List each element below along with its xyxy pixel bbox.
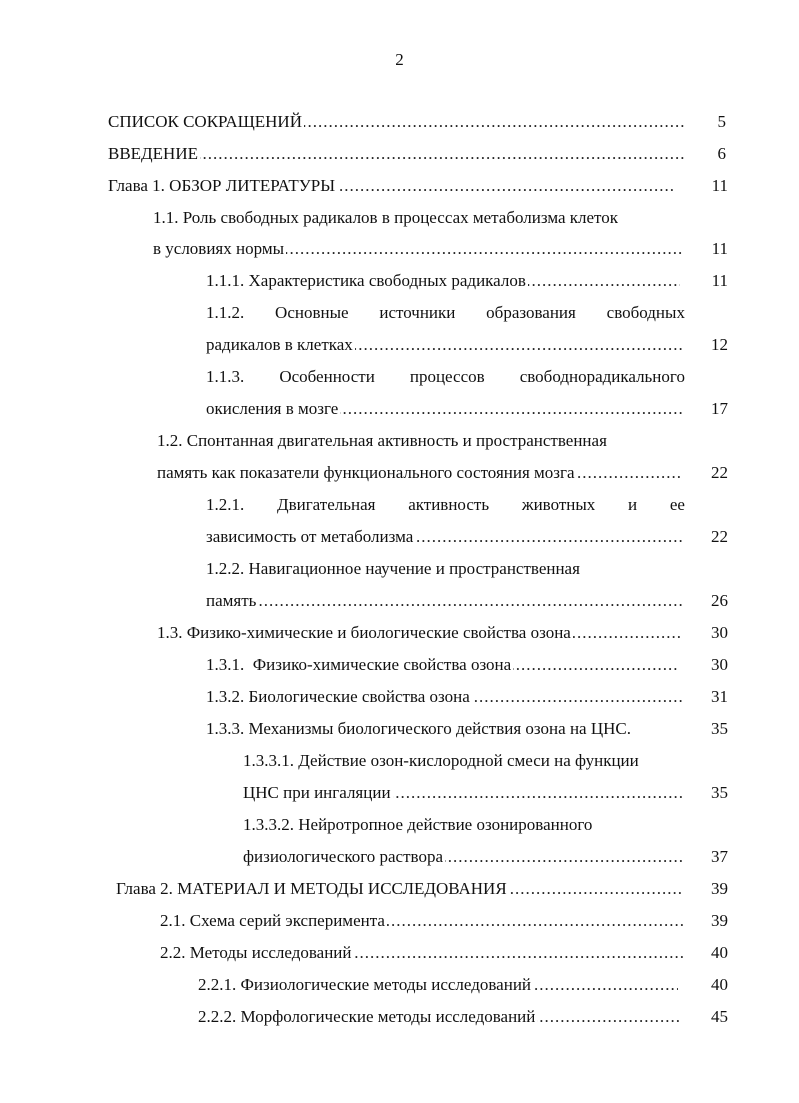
toc-page-number: 30 <box>711 623 728 642</box>
toc-entry-1-2-1-line1 <box>206 493 685 517</box>
toc-entry-label: зависимость от метаболизма <box>206 525 415 549</box>
toc-entry-word: источники <box>379 303 456 322</box>
toc-page-number: 11 <box>711 176 728 195</box>
toc-entry-label: память как показатели функционального состояния мозга <box>157 461 577 485</box>
toc-entry-1-3 <box>157 621 681 645</box>
toc-entry-chapter-2 <box>116 877 682 901</box>
toc-entry-label: 1.3. Физико-химические и биологические свойства озона <box>157 621 573 645</box>
toc-entry-label: 2.2.1. Физиологические методы исследований <box>198 973 533 997</box>
toc-entry-abbreviations <box>108 110 684 134</box>
toc-entry-2-1 <box>160 909 684 933</box>
toc-entry-1-3-3: 1.3.3. Механизмы биологического действия озона на ЦНС. <box>206 719 631 738</box>
page-number: 2 <box>395 50 404 69</box>
dot-leader <box>206 589 684 613</box>
toc-entry-1-1-3 <box>206 397 682 421</box>
toc-entry-number: 1.2.1. <box>206 495 245 514</box>
toc-page-number: 6 <box>717 144 726 163</box>
toc-entry-word: Особенности <box>279 367 375 386</box>
toc-entry-1-2-2 <box>206 589 684 613</box>
toc-entry-word: Основные <box>275 303 349 322</box>
toc-entry-word: образования <box>486 303 576 322</box>
toc-entry-label: 2.2. Методы исследований <box>160 941 354 965</box>
toc-entry-label: 1.3.1. Физико-химические свойства озона <box>206 653 513 677</box>
toc-entry-1-1-1 <box>206 269 680 293</box>
toc-entry-1-3-3-1-line1: 1.3.3.1. Действие озон-кислородной смеси на функции <box>243 751 639 770</box>
toc-entry-label: 2.1. Схема серий эксперимента <box>160 909 387 933</box>
toc-entry-word: процессов <box>409 367 485 386</box>
toc-page-number: 11 <box>711 271 728 290</box>
toc-page-number: 35 <box>711 719 728 738</box>
toc-entry-1-3-3-1 <box>243 781 683 805</box>
toc-entry-number: 1.1.2. <box>206 303 245 322</box>
toc-entry-label: СПИСОК СОКРАЩЕНИЙ <box>108 110 304 134</box>
toc-page-number: 37 <box>711 847 728 866</box>
toc-entry-chapter-1 <box>108 174 676 198</box>
toc-page-number: 11 <box>711 239 728 258</box>
toc-entry-label: радикалов в клетках <box>206 333 355 357</box>
toc-page-number: 26 <box>711 591 728 610</box>
toc-entry-word: ее <box>669 495 685 514</box>
toc-entry-label: 1.3.2. Биологические свойства озона <box>206 685 472 709</box>
toc-page-number: 39 <box>711 879 728 898</box>
toc-entry-word: активность <box>408 495 490 514</box>
toc-entry-1-3-2 <box>206 685 682 709</box>
toc-entry-word: свободнорадикального <box>519 367 685 386</box>
toc-entry-2-2 <box>160 941 684 965</box>
toc-page-number: 40 <box>711 975 728 994</box>
toc-entry-1-2 <box>157 461 681 485</box>
toc-page-number: 30 <box>711 655 728 674</box>
toc-entry-1-1-3-line1 <box>206 365 685 389</box>
toc-entry-1-1-2 <box>206 333 684 357</box>
toc-entry-introduction <box>108 142 684 166</box>
toc-entry-word: свободных <box>606 303 685 322</box>
toc-entry-label: ВВЕДЕНИЕ <box>108 142 200 166</box>
toc-entry-1-3-3-2 <box>243 845 683 869</box>
toc-entry-1-1-line1: 1.1. Роль свободных радикалов в процессах метаболизма клеток <box>153 208 619 227</box>
toc-page-number: 22 <box>711 527 728 546</box>
toc-entry-2-2-2 <box>198 1005 680 1029</box>
toc-entry-1-2-1 <box>206 525 682 549</box>
toc-page-number: 12 <box>711 335 728 354</box>
toc-entry-label: Глава 1. ОБЗОР ЛИТЕРАТУРЫ <box>108 174 337 198</box>
toc-page-number: 5 <box>717 112 726 131</box>
toc-entry-number: 1.1.3. <box>206 367 245 386</box>
toc-entry-label: 2.2.2. Морфологические методы исследований <box>198 1005 537 1029</box>
toc-entry-1-2-2-line1: 1.2.2. Навигационное научение и пространственная <box>206 559 580 578</box>
toc-entry-1-1-2-line1 <box>206 301 685 325</box>
toc-entry-word: животных <box>521 495 596 514</box>
toc-page-number: 17 <box>711 399 728 418</box>
toc-page-number: 22 <box>711 463 728 482</box>
toc-entry-1-2-line1: 1.2. Спонтанная двигательная активность и пространственная <box>157 431 607 450</box>
toc-entry-label: Глава 2. МАТЕРИАЛ И МЕТОДЫ ИССЛЕДОВАНИЯ <box>116 877 509 901</box>
toc-page-number: 40 <box>711 943 728 962</box>
toc-page-number: 45 <box>711 1007 728 1026</box>
toc-entry-label: 1.1.1. Характеристика свободных радикалов <box>206 269 528 293</box>
toc-page-number: 39 <box>711 911 728 930</box>
toc-entry-1-3-1 <box>206 653 678 677</box>
toc-entry-label: ЦНС при ингаляции <box>243 781 393 805</box>
toc-entry-label: в условиях нормы <box>153 237 286 261</box>
toc-page-number: 35 <box>711 783 728 802</box>
toc-entry-label: память <box>206 589 258 613</box>
toc-entry-word: и <box>628 495 638 514</box>
toc-entry-2-2-1 <box>198 973 678 997</box>
toc-page-number: 31 <box>711 687 728 706</box>
toc-entry-1-1 <box>153 237 683 261</box>
toc-entry-label: физиологического раствора <box>243 845 445 869</box>
toc-entry-word: Двигательная <box>276 495 376 514</box>
toc-entry-1-3-3-2-line1: 1.3.3.2. Нейротропное действие озонированного <box>243 815 593 834</box>
toc-entry-label: окисления в мозге <box>206 397 340 421</box>
